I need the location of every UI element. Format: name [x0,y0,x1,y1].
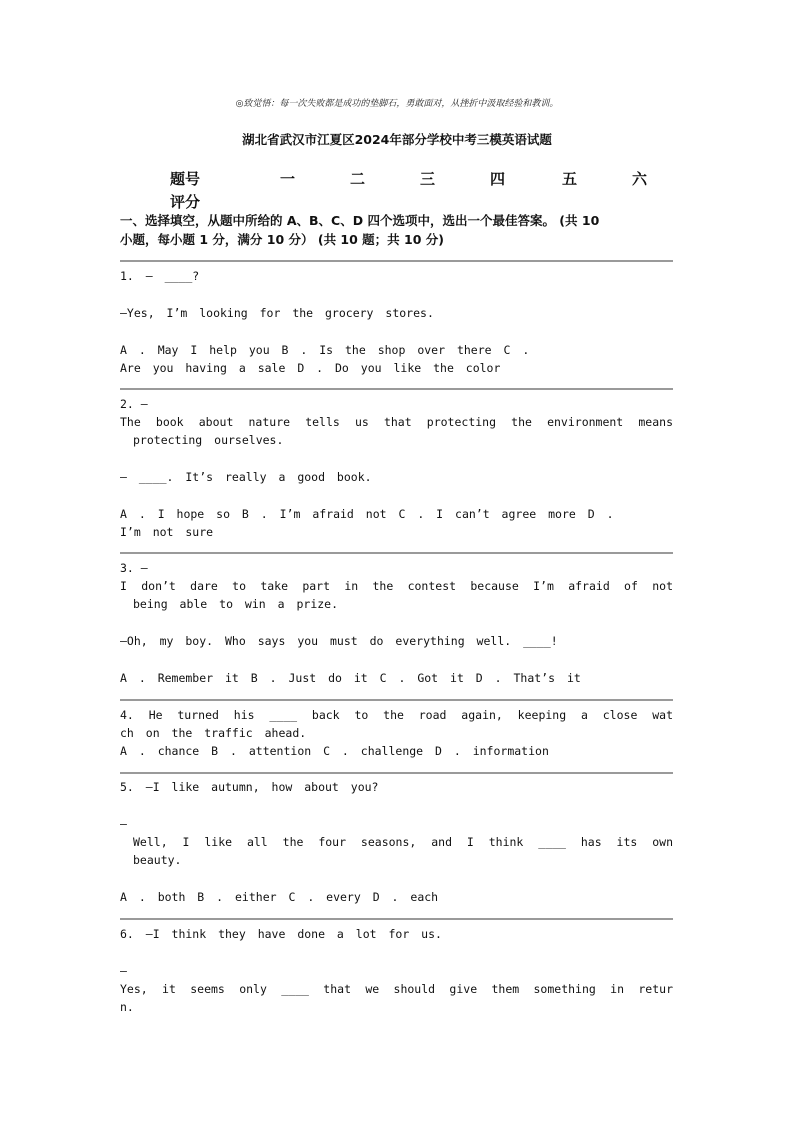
question-2-line-1: The book about nature tells us that protecting the environment means [120,415,673,429]
question-6-line-2: n. [120,1000,134,1014]
question-2-reply: — ____. It’s really a good book. [120,470,372,484]
score-col-2: 二 [350,170,366,188]
divider [120,699,673,701]
question-5-line-1: Well, I like all the four seasons, and I think ____ has its own [133,835,673,849]
section-heading [120,211,675,249]
question-5-options: A . both B . either C . every D . each [120,890,439,904]
question-3-options: A . Remember it B . Just do it C . Got it D . That’s it [120,671,581,685]
question-5-prompt: 5. —I like autumn, how about you? [120,780,379,794]
question-4-options: A . chance B . attention C . challenge D . information [120,744,549,758]
divider [120,388,673,390]
question-5-dash: — [120,817,127,831]
question-1-options-2: Are you having a sale D . Do you like the color [120,361,501,375]
motto: ◎致觉悟：每一次失败都是成功的垫脚石，勇敢面对，从挫折中汲取经验和教训。 [235,99,559,109]
score-head-label: 题号 [170,170,201,188]
divider [120,260,673,262]
score-col-4: 四 [490,170,506,188]
score-col-3: 三 [420,170,436,188]
question-1-options-1: A . May I help you B . Is the shop over there C . [120,343,530,357]
page-title: 湖北省武汉市江夏区2024年部分学校中考三模英语试题 [242,132,552,147]
question-2-line-2: protecting ourselves. [133,433,284,447]
question-2-options-1: A . I hope so B . I’m afraid not C . I can’t agree more D . [120,507,614,521]
score-col-5: 五 [562,170,578,188]
question-2 [120,395,673,541]
question-3-line-1: I don’t dare to take part in the contest because I’m afraid of not [120,579,673,593]
question-5-line-2: beauty. [133,853,182,867]
question-6-prompt: 6. —I think they have done a lot for us. [120,927,442,941]
question-2-number: 2. — [120,397,148,411]
question-1-prompt: 1. — ____? [120,269,200,283]
question-1 [120,267,673,377]
score-table-header [170,168,670,188]
section-heading-line-2: 小题，每小题 1 分，满分 10 分） (共 10 题；共 10 分) [120,232,444,247]
divider [120,772,673,774]
question-4-line-1: 4. He turned his ____ back to the road again, keeping a close wat [120,708,673,722]
question-3 [120,559,673,687]
question-3-line-2: being able to win a prize. [133,597,339,611]
question-4 [120,706,673,760]
divider [120,552,673,554]
score-col-6: 六 [632,170,648,188]
question-5 [120,778,673,906]
question-1-reply: —Yes, I’m looking for the grocery stores. [120,306,434,320]
question-4-line-2: ch on the traffic ahead. [120,726,307,740]
divider [120,918,673,920]
question-6-dash: — [120,964,127,978]
question-6-line-1: Yes, it seems only ____ that we should give them something in retur [120,982,673,996]
section-heading-line-1: 一、选择填空，从题中所给的 A、B、C、D 四个选项中，选出一个最佳答案。 (共 10 [120,213,600,228]
question-6 [120,925,673,1016]
question-3-number: 3. — [120,561,148,575]
score-row-label: 评分 [170,193,201,211]
score-col-1: 一 [280,170,296,188]
question-2-options-2: I’m not sure [120,525,214,539]
question-3-reply: —Oh, my boy. Who says you must do everything well. ____! [120,634,558,648]
